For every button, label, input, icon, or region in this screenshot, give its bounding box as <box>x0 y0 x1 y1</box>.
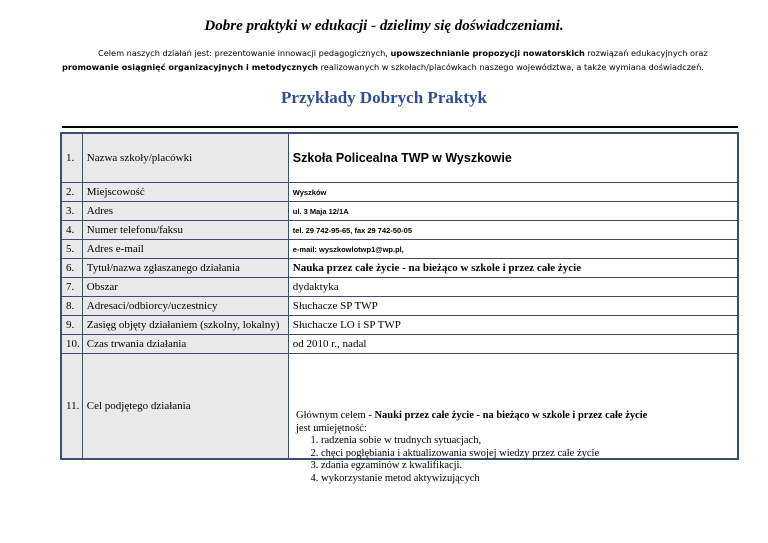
row-label: Cel podjętego działania <box>82 354 288 460</box>
intro-text-2: rozwiązań edukacyjnych oraz <box>584 48 708 58</box>
table-row <box>61 297 738 316</box>
row-number: 10. <box>61 335 82 354</box>
table-row <box>61 259 738 278</box>
document-title: Dobre praktyki w edukacji - dzielimy się doświadczeniami. <box>204 18 564 34</box>
table-row <box>61 133 738 183</box>
row-value: dydaktyka <box>288 278 738 297</box>
row-label: Obszar <box>82 278 288 297</box>
row-label: Adresaci/odbiorcy/uczestnicy <box>82 297 288 316</box>
row-value: od 2010 r., nadal <box>288 335 738 354</box>
row-number: 8. <box>61 297 82 316</box>
goal-text <box>296 410 736 486</box>
goal-bold: Nauki przez całe życie - na bieżąco w szkole i przez całe życie <box>374 410 648 421</box>
row-value: e-mail: wyszkowlotwp1@wp.pl, <box>288 240 738 259</box>
section-subtitle: Przykłady Dobrych Praktyk <box>281 88 487 107</box>
row-number: 11. <box>61 354 82 460</box>
row-label: Czas trwania działania <box>82 335 288 354</box>
row-value: tel. 29 742-95-65, fax 29 742-50-05 <box>288 221 738 240</box>
table-row <box>61 316 738 335</box>
intro-text-3: realizowanych w szkołach/placówkach naszego województwa, a także wymiana doświadczeń. <box>318 62 704 72</box>
goal-line2: jest umiejętność: <box>296 422 367 434</box>
row-number: 6. <box>61 259 82 278</box>
row-label: Nazwa szkoły/placówki <box>82 133 288 183</box>
row-number: 2. <box>61 183 82 202</box>
row-number: 1. <box>61 133 82 183</box>
row-value: Nauka przez całe życie - na bieżąco w szkole i przez całe życie <box>288 259 738 278</box>
intro-bold-1: upowszechnianie propozycji nowatorskich <box>390 48 585 58</box>
row-number: 4. <box>61 221 82 240</box>
row-number: 7. <box>61 278 82 297</box>
list-item: 3. zdania egzaminów z kwalifikacji. <box>321 460 736 473</box>
row-label: Miejscowość <box>82 183 288 202</box>
row-label: Numer telefonu/faksu <box>82 221 288 240</box>
row-number: 9. <box>61 316 82 335</box>
list-item: 2. chęci pogłębiania i aktualizowania swojej wiedzy przez całe życie <box>321 448 736 461</box>
row-label: Zasięg objęty działaniem (szkolny, lokalny) <box>82 316 288 335</box>
row-number: 5. <box>61 240 82 259</box>
table-row <box>61 221 738 240</box>
row-label: Tytuł/nazwa zgłaszanego działania <box>82 259 288 278</box>
goal-lead <box>296 410 736 423</box>
intro-bold-2: promowanie osiągnięć organizacyjnych i metodycznych <box>62 62 319 72</box>
row-label: Adres <box>82 202 288 221</box>
row-value: Słuchacze LO i SP TWP <box>288 316 738 335</box>
table-row <box>61 202 738 221</box>
row-label: Adres e-mail <box>82 240 288 259</box>
table-row <box>61 183 738 202</box>
list-item: 1. radzenia sobie w trudnych sytuacjach, <box>321 435 736 448</box>
intro-paragraph <box>62 46 752 74</box>
row-value: Wyszków <box>288 183 738 202</box>
table-row <box>61 240 738 259</box>
goal-list <box>296 435 736 485</box>
row-value: ul. 3 Maja 12/1A <box>288 202 738 221</box>
row-value: Słuchacze SP TWP <box>288 297 738 316</box>
intro-text-1: Celem naszych działań jest: prezentowanie innowacji pedagogicznych, <box>98 48 391 58</box>
list-item: 4. wykorzystanie metod aktywizujących <box>321 473 736 486</box>
table-row <box>61 278 738 297</box>
horizontal-rule <box>62 126 738 128</box>
table-row <box>61 335 738 354</box>
row-value: Szkoła Policealna TWP w Wyszkowie <box>288 133 738 183</box>
goal-prefix: Głównym celem - <box>296 410 375 421</box>
row-number: 3. <box>61 202 82 221</box>
